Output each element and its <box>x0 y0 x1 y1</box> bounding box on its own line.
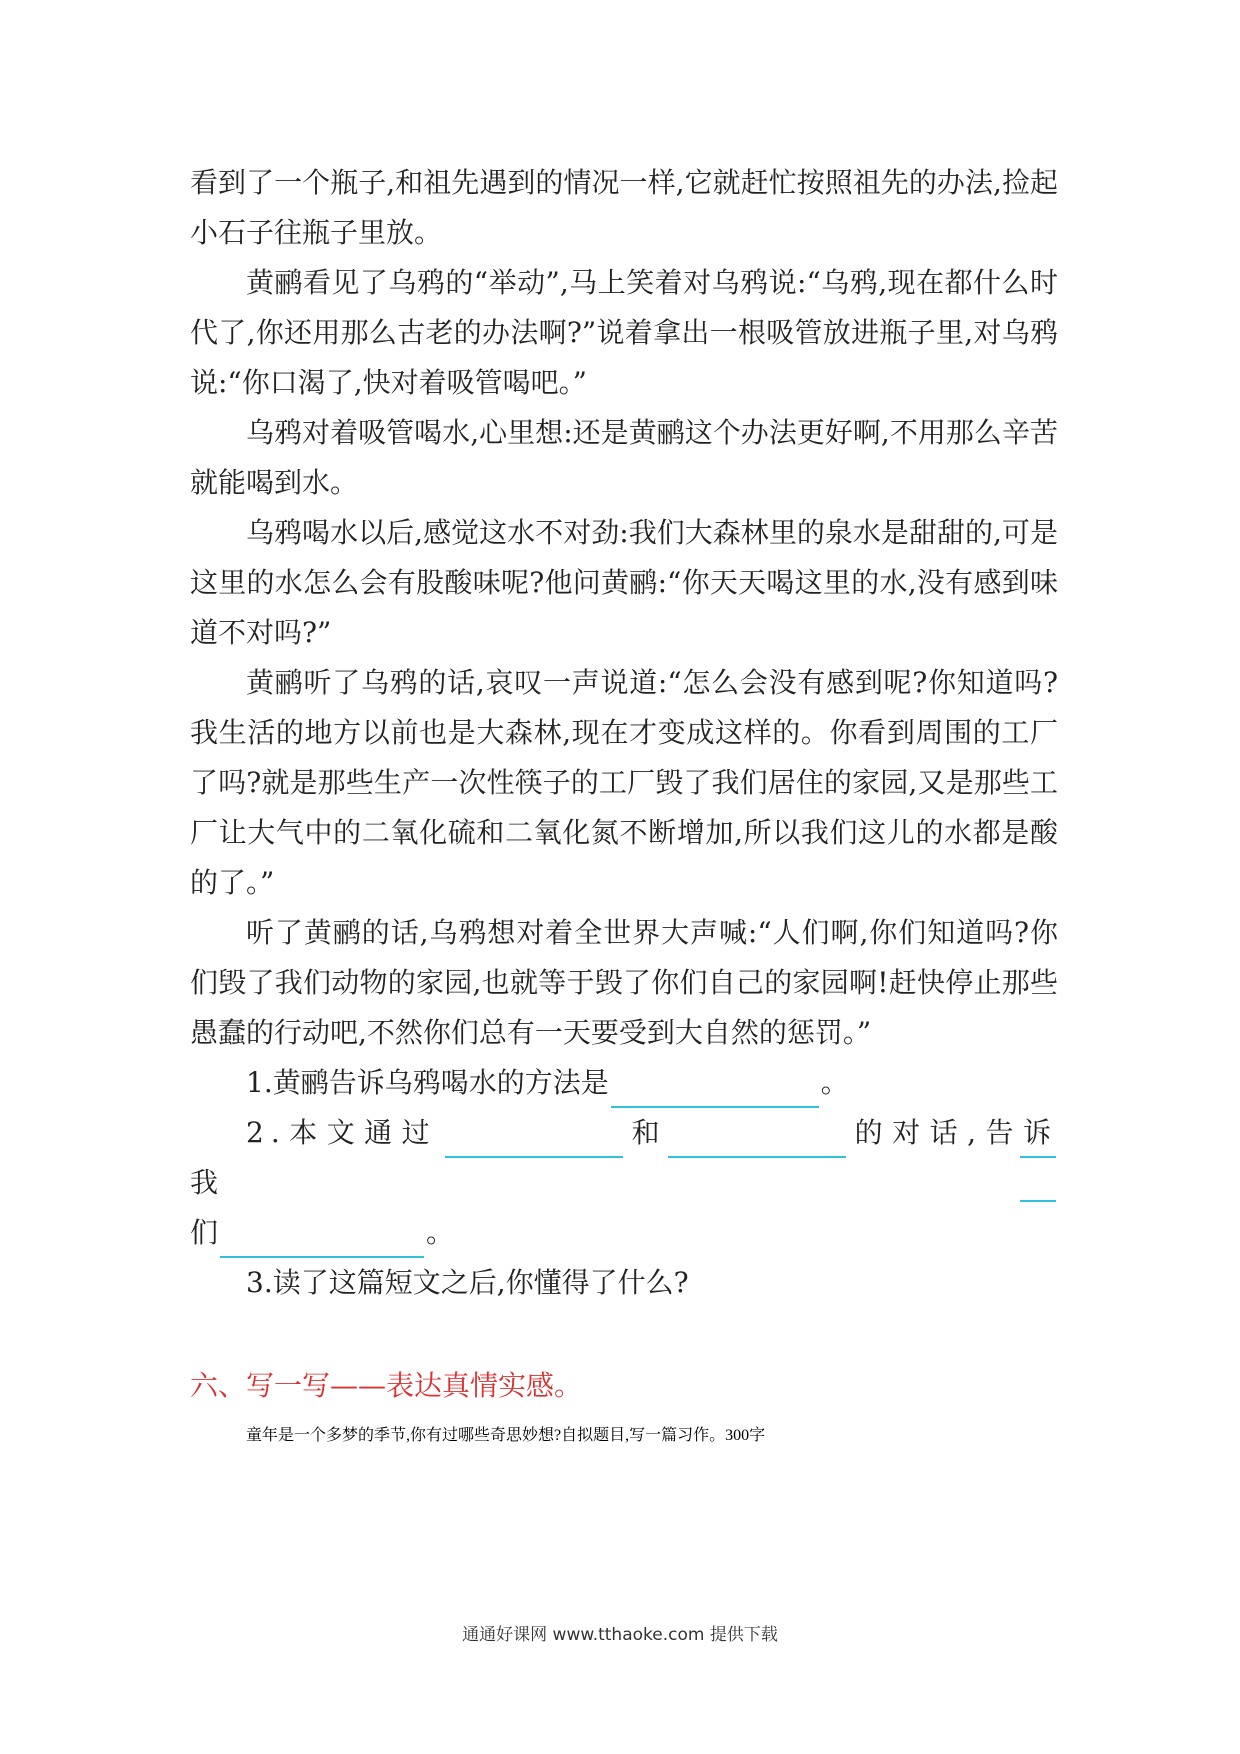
reading-passage <box>190 158 1058 1308</box>
answer-blank-2[interactable] <box>445 1122 623 1158</box>
question-2-continued <box>190 1208 1058 1258</box>
question-1-end: 。 <box>820 1066 849 1099</box>
passage-paragraph: 乌鸦对着吸管喝水,心里想:还是黄鹂这个办法更好啊,不用那么辛苦就能喝到水。 <box>190 416 1058 499</box>
answer-blank-3[interactable] <box>668 1122 846 1158</box>
footer-credit: 通通好课网 www.tthaoke.com 提供下载 <box>462 1625 778 1645</box>
writing-prompt: 童年是一个多梦的季节,你有过哪些奇思妙想?自拟题目,写一篇习作。300字 <box>246 1427 766 1444</box>
question-2-text-2: 的对话,告诉我 <box>190 1116 1058 1199</box>
question-3: 3.读了这篇短文之后,你懂得了什么? <box>246 1266 689 1299</box>
answer-blank-4[interactable] <box>220 1222 424 1258</box>
question-2-text: 2.本文通过 <box>246 1116 440 1149</box>
passage-paragraph: 黄鹂看见了乌鸦的“举动”,马上笑着对乌鸦说:“乌鸦,现在都什么时代了,你还用那么古老的办法啊?”说着拿出一根吸管放进瓶子里,对乌鸦说:“你口渴了,快对着吸管喝吧。” <box>190 266 1058 399</box>
question-2-end: 。 <box>426 1216 455 1249</box>
question-2-and: 和 <box>629 1116 663 1149</box>
section-6-body <box>190 1411 1058 1461</box>
answer-line[interactable] <box>1020 1200 1056 1202</box>
passage-paragraph: 黄鹂听了乌鸦的话,哀叹一声说道:“怎么会没有感到呢?你知道吗?我生活的地方以前也是大森林,现在才变成这样的。你看到周围的工厂了吗?就是那些生产一次性筷子的工厂毁了我们居住的家园,又是那些工厂让大气中的二氧化硫和二氧化氮不断增加,所以我们这儿的水都是酸的了。” <box>190 666 1058 899</box>
passage-paragraph: 看到了一个瓶子,和祖先遇到的情况一样,它就赶忙按照祖先的办法,捡起小石子往瓶子里放。 <box>190 166 1058 249</box>
question-2-text-3: 们 <box>190 1216 219 1249</box>
passage-paragraph: 听了黄鹂的话,乌鸦想对着全世界大声喊:“人们啊,你们知道吗?你们毁了我们动物的家园,也就等于毁了你们自己的家园啊!赶快停止那些愚蠢的行动吧,不然你们总有一天要受到大自然的惩罚。” <box>190 916 1058 1049</box>
question-1-text: 1.黄鹂告诉乌鸦喝水的方法是 <box>246 1066 609 1099</box>
passage-paragraph: 乌鸦喝水以后,感觉这水不对劲:我们大森林里的泉水是甜甜的,可是这里的水怎么会有股酸味呢?他问黄鹂:“你天天喝这里的水,没有感到味道不对吗?” <box>190 516 1058 649</box>
section-6-title: 六、写一写——表达真情实感。 <box>190 1369 583 1402</box>
answer-line[interactable] <box>1020 1156 1056 1158</box>
question-2 <box>190 1108 1058 1208</box>
answer-blank-1[interactable] <box>611 1072 819 1108</box>
question-1 <box>190 1058 1058 1108</box>
